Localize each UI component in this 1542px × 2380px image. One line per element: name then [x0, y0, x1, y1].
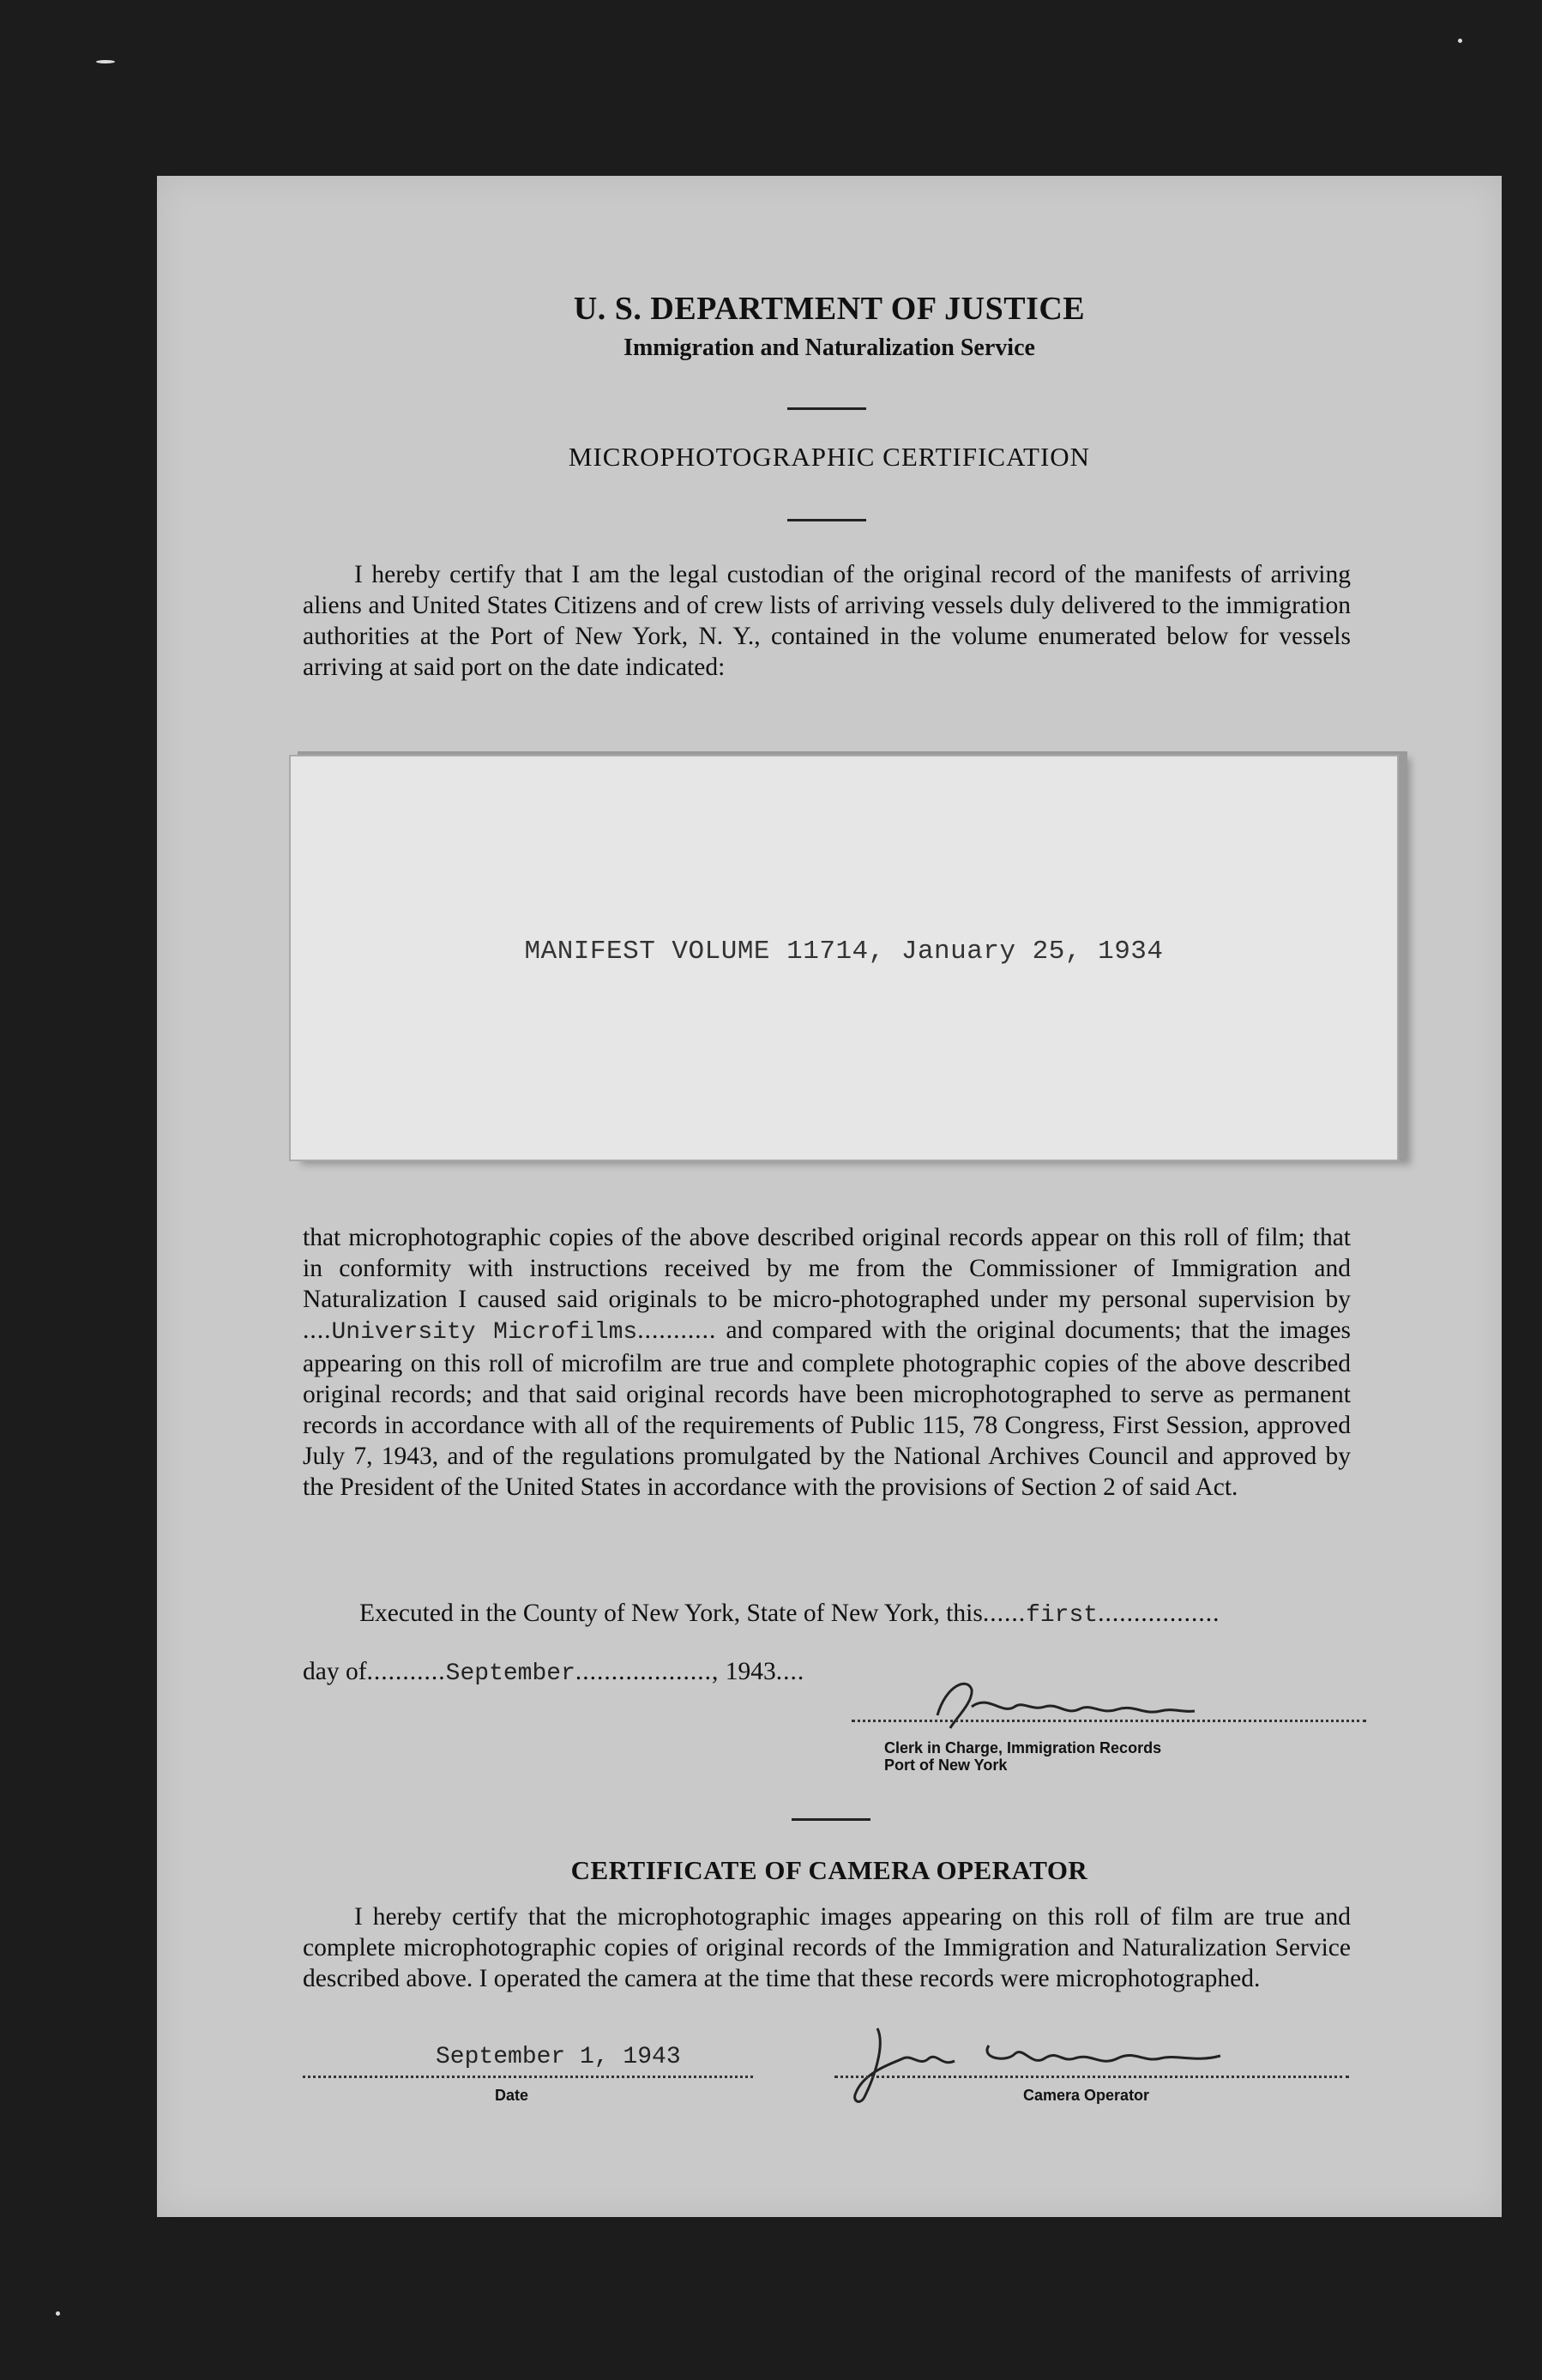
- manifest-volume-label: MANIFEST VOLUME 11714, January 25, 1934: [524, 937, 1164, 967]
- manifest-label-card: [289, 755, 1399, 1161]
- body-text-part1: that microphotographic copies of the above described original records appear on this roll of film; that in conformity with instructions received by me from the Commissioner of Immigration and Naturalization I caused said originals to be micro-photographed under my personal supervision by: [303, 1224, 1351, 1313]
- body-text-part2: and compared with the original documents; that the images appearing on this roll of microfilm are true and complete photographic copies of the above described original records; and that said original records have been microphotographed to serve as permanent records in accordance with all of the requirements of Public 115, 78 Congress, First Session, approved July 7, 1943, and of the regulations promulgated by the National Archives Council and approved by the President of the United States in accordance with the provisions of Section 2 of said Act.: [303, 1317, 1352, 1501]
- divider: [792, 1818, 870, 1821]
- camera-operator-label: Camera Operator: [1023, 2087, 1150, 2104]
- body-paragraph: that microphotographic copies of the above described original records appear on this roll of film; that in conformity with instructions received by me from the Commissioner of Immigration and Naturalization I caused said originals to be micro-photographed under my personal supervision by ....University Microfilms........... and compared with the original documents; that the images appearing on this roll of microfilm are true and complete photographic copies of the above described original records; and that said original records have been microphotographed to serve as permanent records in accordance with all of the requirements of Public 115, 78 Congress, First Session, approved July 7, 1943, and of the regulations promulgated by the National Archives Council and approved by the President of the United States in accordance with the provisions of Section 2 of said Act.: [303, 1224, 1352, 1501]
- executed-month: September: [445, 1660, 575, 1687]
- department-heading: U. S. DEPARTMENT OF JUSTICE: [573, 291, 1086, 327]
- operator-paragraph: I hereby certify that the microphotographic images appearing on this roll of film are true and complete microphotographic copies of original records of the Immigration and Naturalization Service described above. I operated the camera at the time that these records were microphotographed.: [303, 1903, 1351, 1992]
- intro-paragraph: I hereby certify that I am the legal custodian of the original record of the manifests of arriving aliens and United States Citizens and of crew lists of arriving vessels duly delivered to the immigration authorities at the Port of New York, N. Y., contained in the volume enumerated below for vessels arriving at said port on the date indicated:: [303, 561, 1351, 681]
- date-label: Date: [495, 2087, 529, 2104]
- film-speck: [1458, 39, 1462, 43]
- executed-year: 1943: [725, 1658, 776, 1685]
- clerk-signature-line: [852, 1720, 1366, 1722]
- divider: [787, 519, 866, 521]
- certificate-page: [157, 176, 1502, 2217]
- film-speck: [96, 60, 115, 63]
- day-of-line: day of...........September..................., 1943....: [303, 1658, 805, 1687]
- divider: [787, 407, 866, 410]
- film-speck: [56, 2311, 60, 2316]
- clerk-title-line2: Port of New York: [884, 1756, 1008, 1774]
- operator-date: September 1, 1943: [436, 2044, 681, 2070]
- executed-prefix: Executed in the County of New York, State of New York, this: [359, 1600, 983, 1627]
- executed-day: first: [1026, 1602, 1099, 1629]
- clerk-signature: [920, 1668, 1212, 1737]
- service-subheading: Immigration and Naturalization Service: [623, 334, 1035, 361]
- executed-line: Executed in the County of New York, State of New York, this......first.................: [359, 1600, 1220, 1629]
- photographer-name: University Microfilms: [331, 1319, 638, 1346]
- operator-signature-line: [834, 2076, 1349, 2078]
- date-line: [303, 2076, 753, 2078]
- clerk-title-line1: Clerk in Charge, Immigration Records: [884, 1739, 1162, 1756]
- certification-title: MICROPHOTOGRAPHIC CERTIFICATION: [568, 442, 1091, 472]
- camera-operator-title: CERTIFICATE OF CAMERA OPERATOR: [570, 1855, 1088, 1885]
- day-of-label: day of: [303, 1658, 367, 1685]
